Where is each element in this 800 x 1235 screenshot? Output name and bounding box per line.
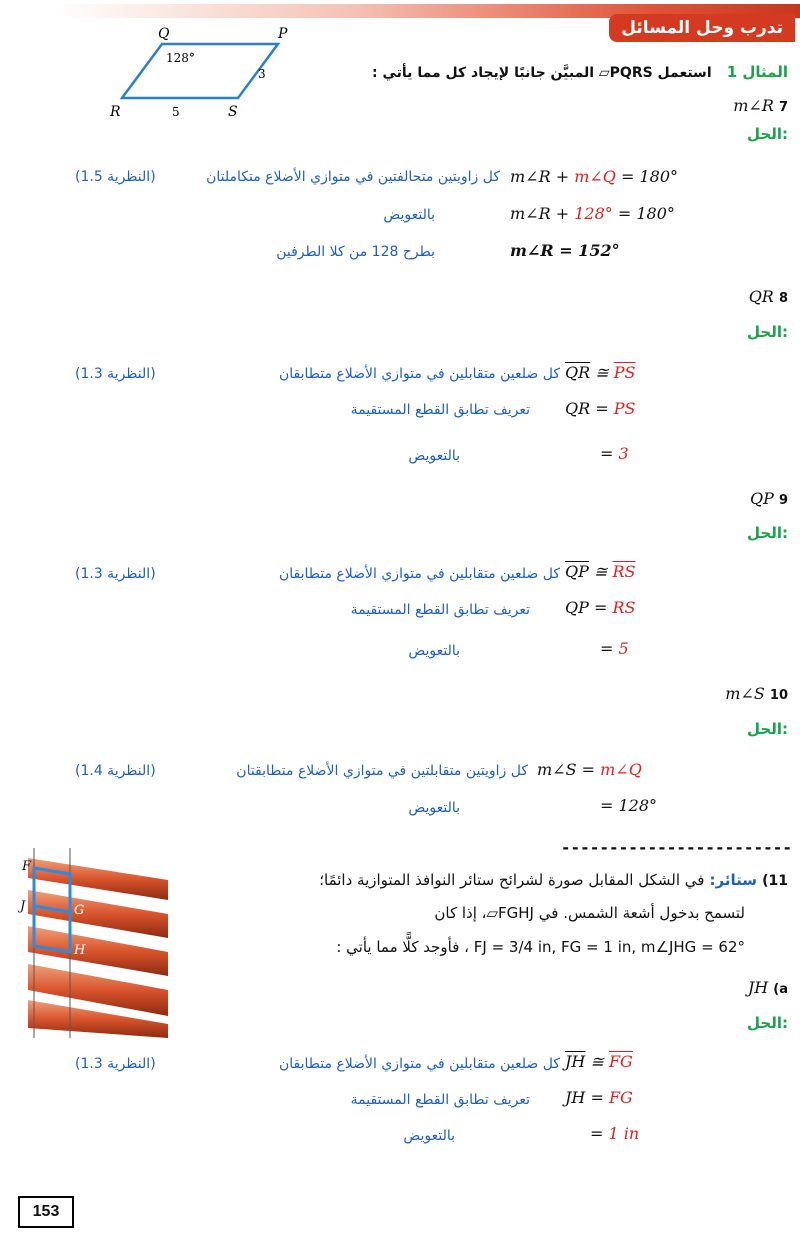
step-10-2-math: = 128° (600, 796, 658, 815)
step-10-1-reason: كل زاويتين متقابلتين في متوازي الأضلاع متطابقتان (236, 763, 528, 779)
problem-10-target: m∠S (725, 684, 765, 703)
section-title: تدرب وحل المسائل (609, 14, 795, 42)
problem-9-target: QP (749, 489, 774, 508)
label-j: J (20, 899, 26, 914)
problem-11a-letter: (a (773, 982, 788, 997)
angle-q-label: 128° (166, 51, 195, 65)
step-9-1-ref: (النظرية 1.3) (75, 566, 156, 582)
problem-9-label (750, 489, 788, 508)
step-7-2-reason: بالتعويض (383, 207, 435, 223)
label-r: R (110, 104, 121, 120)
problem-11-keyword: ستائر: (709, 871, 758, 889)
step-7-1-math: m∠R + m∠Q = 180° (510, 167, 679, 186)
step-8-1-reason: كل ضلعين متقابلين في متوازي الأضلاع متطابقان (278, 366, 560, 382)
problem-7-number: 7 (778, 100, 788, 115)
step-7-2-math: m∠R + 128° = 180° (510, 204, 675, 223)
solution-label: الحل: (747, 323, 788, 341)
step-9-2-math: QP = RS (565, 598, 636, 617)
problem-11-line2: لتسمح بدخول أشعة الشمس. في FGHJ▱، إذا كان (434, 904, 745, 922)
label-f: F (22, 859, 32, 874)
blinds-photo-figure (18, 848, 178, 1038)
step-11a-1-reason: كل ضلعين متقابلين في متوازي الأضلاع متطابقان (278, 1056, 560, 1072)
step-7-3-math: m∠R = 152° (510, 241, 620, 260)
problem-11-line1: 11) ستائر: في الشكل المقابل صورة لشرائح ستائر النوافذ المتوازية دائمًا؛ (319, 871, 788, 889)
problem-8-label (749, 287, 788, 306)
step-8-3-math: = 3 (600, 444, 629, 463)
label-g: G (74, 903, 85, 918)
step-8-1-math: $\overline{QR}$ ≅ $\overline{PS}$ (565, 363, 636, 382)
step-9-1-reason: كل ضلعين متقابلين في متوازي الأضلاع متطابقان (278, 566, 560, 582)
step-10-2-reason: بالتعويض (408, 800, 460, 816)
side-ps-label: 3 (258, 67, 266, 81)
problem-9-number: 9 (778, 493, 788, 508)
label-q: Q (158, 26, 170, 42)
solution-label: الحل: (747, 125, 788, 143)
step-9-2-reason: تعريف تطابق القطع المستقيمة (350, 602, 530, 618)
step-9-3-math: = 5 (600, 639, 629, 658)
problem-11a-target: JH (747, 978, 769, 997)
example-heading (372, 62, 788, 81)
label-p: P (278, 26, 288, 42)
step-7-1-ref: (النظرية 1.5) (75, 169, 156, 185)
problem-7-label (733, 96, 788, 115)
step-8-2-reason: تعريف تطابق القطع المستقيمة (350, 402, 530, 418)
step-7-3-reason: بطرح 128 من كلا الطرفين (276, 244, 435, 260)
step-10-1-math: m∠S = m∠Q (537, 760, 642, 779)
example-label: المثال 1 (726, 63, 788, 81)
problem-8-target: QR (748, 287, 774, 306)
solution-label: الحل: (747, 1014, 788, 1032)
parallelogram-pqrs-figure (100, 26, 290, 126)
step-9-1-math: $\overline{QP}$ ≅ $\overline{RS}$ (565, 562, 636, 581)
side-rs-label: 5 (172, 105, 180, 119)
problem-11a-label (748, 978, 788, 997)
step-11a-2-reason: تعريف تطابق القطع المستقيمة (350, 1092, 530, 1108)
step-11a-2-math: JH = FG (565, 1088, 633, 1107)
label-s: S (228, 104, 238, 120)
parallelogram-shape (122, 44, 278, 98)
step-8-2-math: QR = PS (565, 399, 636, 418)
problem-10-label (725, 684, 788, 703)
step-11a-3-math: = 1 in (590, 1124, 640, 1143)
step-11a-3-reason: بالتعويض (403, 1128, 455, 1144)
example-text: استعمل PQRS▱ المبيَّن جانبًا لإيجاد كل مما يأتي : (372, 65, 712, 81)
step-7-1-reason: كل زاويتين متحالفتين في متوازي الأضلاع متكاملتان (206, 169, 500, 185)
solution-label: الحل: (747, 524, 788, 542)
label-h: H (74, 943, 86, 958)
step-11a-1-math: $\overline{JH}$ ≅ $\overline{FG}$ (565, 1052, 633, 1071)
problem-11-line3: FJ = 3/4 in, FG = 1 in, m∠JHG = 62° ، فأوجد كلًّا مما يأتي : (336, 938, 745, 956)
section-divider: ------------------------ (560, 838, 792, 857)
step-9-3-reason: بالتعويض (408, 643, 460, 659)
problem-10-number: 10 (769, 688, 788, 703)
step-10-1-ref: (النظرية 1.4) (75, 763, 156, 779)
solution-label: الحل: (747, 720, 788, 738)
step-8-3-reason: بالتعويض (408, 448, 460, 464)
page-number: 153 (18, 1196, 74, 1228)
problem-11-text-1: في الشكل المقابل صورة لشرائح ستائر النوافذ المتوازية دائمًا؛ (319, 871, 705, 889)
step-8-1-ref: (النظرية 1.3) (75, 366, 156, 382)
problem-8-number: 8 (778, 291, 788, 306)
step-11a-1-ref: (النظرية 1.3) (75, 1056, 156, 1072)
problem-7-target: m∠R (733, 96, 774, 115)
